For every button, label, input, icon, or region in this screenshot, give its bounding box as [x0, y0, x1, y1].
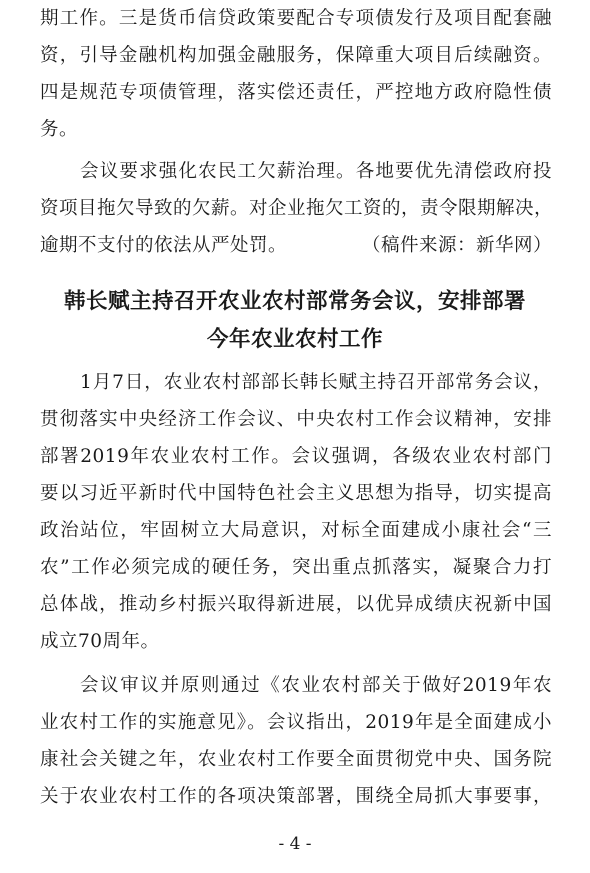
paragraph-1-line-2: 资，引导金融机构加强金融服务，保障重大项目后续融资。	[40, 45, 552, 66]
paragraph-2-text: 逾期不支付的依法从严处罚。	[40, 235, 288, 256]
paragraph-1-line-3: 四是规范专项债管理，落实偿还责任，严控地方政府隐性债	[40, 82, 552, 103]
paragraph-3-line-3: 部署2019年农业农村工作。会议强调，各级农业农村部门	[40, 446, 552, 467]
paragraph-4-line-2: 业农村工作的实施意见》。会议指出，2019年是全面建成小	[40, 712, 552, 733]
paragraph-3-line-6: 农”工作必须完成的硬任务，突出重点抓落实，凝聚合力打	[40, 557, 552, 578]
source-attribution: （稿件来源：新华网）	[361, 235, 552, 256]
paragraph-2-line-3	[40, 229, 552, 263]
paragraph-2-line-1: 会议要求强化农民工欠薪治理。各地要优先清偿政府投	[80, 161, 552, 182]
paragraph-3-line-8: 成立70周年。	[40, 631, 160, 652]
paragraph-4-line-3: 康社会关键之年，农业农村工作要全面贯彻党中央、国务院	[40, 749, 552, 770]
paragraph-3-line-4: 要以习近平新时代中国特色社会主义思想为指导，切实提高	[40, 483, 552, 504]
article-title-line-1: 韩长赋主持召开农业农村部常务会议，安排部署	[63, 289, 526, 314]
page-number: - 4 -	[278, 834, 312, 854]
paragraph-1-line-1: 期工作。三是货币信贷政策要配合专项债发行及项目配套融	[40, 8, 552, 29]
article-title-line-2: 今年农业农村工作	[206, 327, 383, 352]
paragraph-1-line-4: 务。	[40, 119, 79, 140]
paragraph-3-line-7: 总体战，推动乡村振兴取得新进展，以优异成绩庆祝新中国	[40, 594, 552, 615]
paragraph-3-line-5: 政治站位，牢固树立大局意识，对标全面建成小康社会“三	[40, 520, 552, 541]
paragraph-2-line-2: 资项目拖欠导致的欠薪。对企业拖欠工资的，责令限期解决，	[40, 198, 554, 219]
paragraph-4-line-1: 会议审议并原则通过《农业农村部关于做好2019年农	[80, 675, 552, 696]
paragraph-3-line-1: 1月7日，农业农村部部长韩长赋主持召开部常务会议，	[80, 372, 552, 393]
paragraph-3-line-2: 贯彻落实中央经济工作会议、中央农村工作会议精神，安排	[40, 409, 552, 430]
paragraph-4-line-4: 关于农业农村工作的各项决策部署，围绕全局抓大事要事，	[40, 786, 552, 807]
